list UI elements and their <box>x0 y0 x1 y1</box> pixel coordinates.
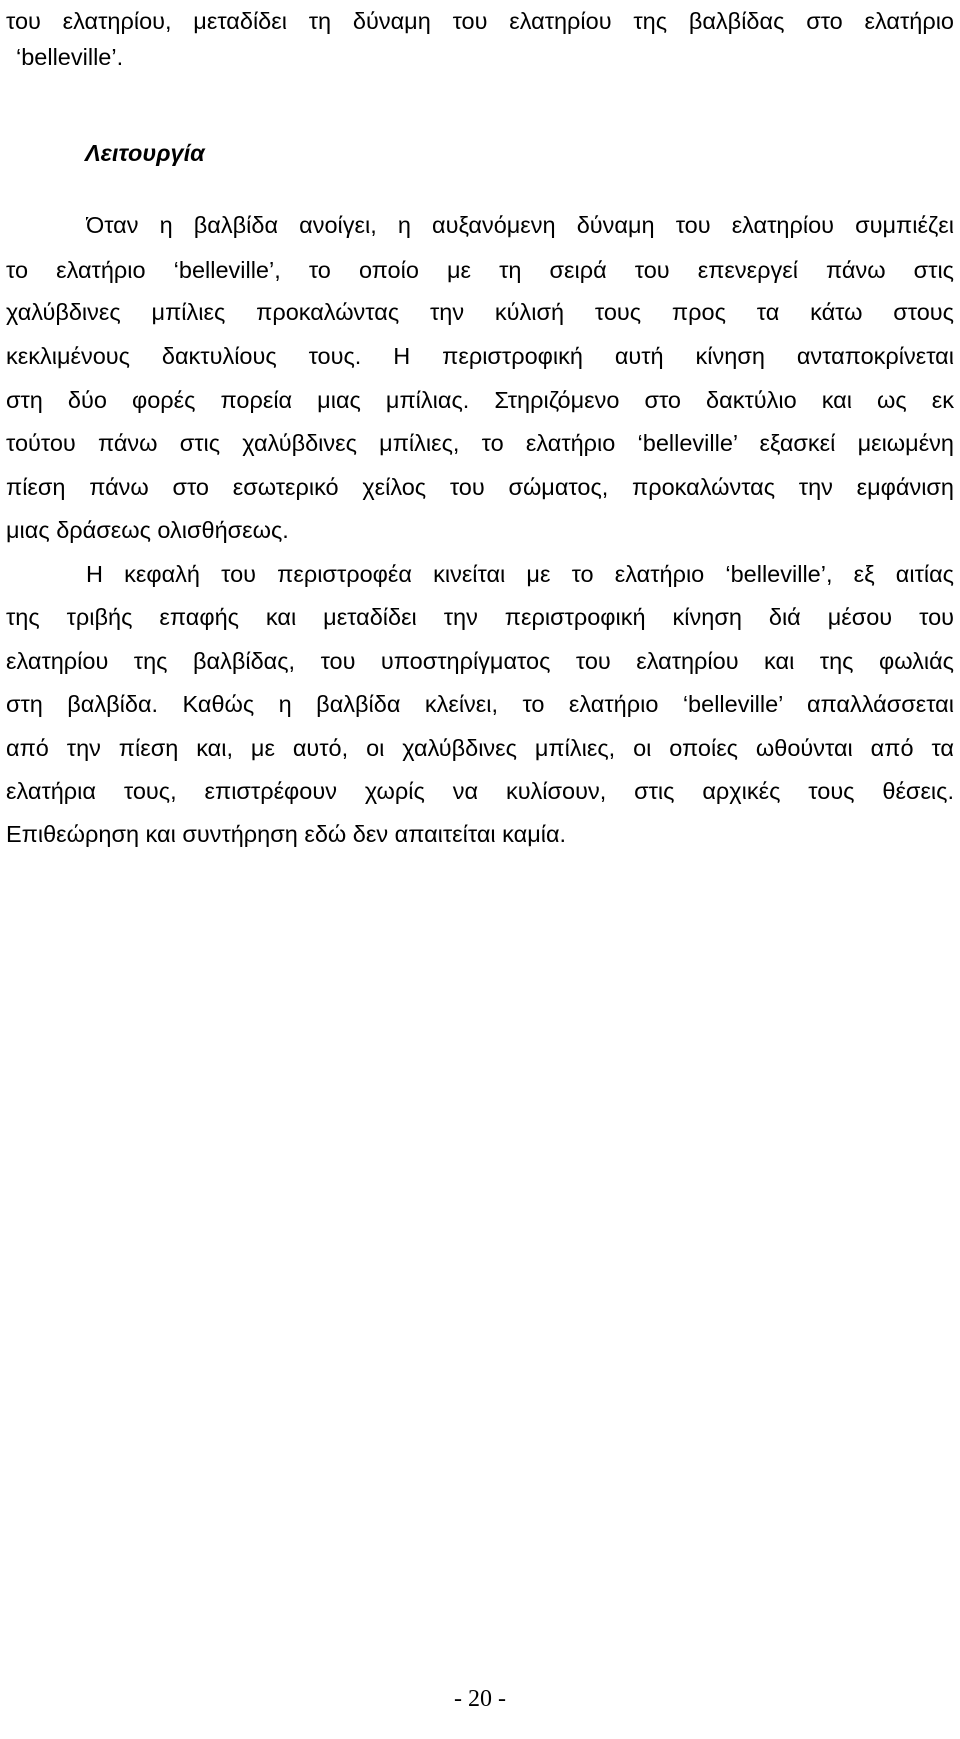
paragraph2-line-7: Επιθεώρηση και συντήρηση εδώ δεν απαιτείται καμία. <box>6 821 567 847</box>
paragraph2-line-1: Η κεφαλή του περιστροφέα κινείται με το ελατήριο ‘belleville’, εξ αιτίας <box>86 561 954 587</box>
paragraph1-line-8: μιας δράσεως ολισθήσεως. <box>6 517 289 543</box>
paragraph2-line-5: από την πίεση και, με αυτό, οι χαλύβδινες μπίλιες, οι οποίες ωθούνται από τα <box>6 735 954 761</box>
paragraph1-line-7: πίεση πάνω στο εσωτερικό χείλος του σώματος, προκαλώντας την εμφάνιση <box>6 474 954 500</box>
section-heading: Λειτουργία <box>85 140 205 166</box>
page-number: - 20 - <box>454 1686 506 1712</box>
paragraph2-line-4: στη βαλβίδα. Καθώς η βαλβίδα κλείνει, το ελατήριο ‘belleville’ απαλλάσσεται <box>6 691 954 717</box>
intro-line-2: ‘belleville’. <box>16 44 124 70</box>
paragraph1-line-3: χαλύβδινες μπίλιες προκαλώντας την κύλισή τους προς τα κάτω στους <box>6 299 954 325</box>
paragraph2-line-2: της τριβής επαφής και μεταδίδει την περιστροφική κίνηση διά μέσου του <box>6 604 954 630</box>
paragraph1-line-2: το ελατήριο ‘belleville’, το οποίο με τη σειρά του επενεργεί πάνω στις <box>6 257 954 283</box>
paragraph2-line-3: ελατηρίου της βαλβίδας, του υποστηρίγματος του ελατηρίου και της φωλιάς <box>6 648 954 674</box>
paragraph1-line-6: τούτου πάνω στις χαλύβδινες μπίλιες, το ελατήριο ‘belleville’ εξασκεί μειωμένη <box>6 430 954 456</box>
paragraph1-line-4: κεκλιμένους δακτυλίους τους. Η περιστροφική αυτή κίνηση ανταποκρίνεται <box>6 343 954 369</box>
paragraph2-line-6: ελατήρια τους, επιστρέφουν χωρίς να κυλίσουν, στις αρχικές τους θέσεις. <box>6 778 954 804</box>
paragraph1-line-5: στη δύο φορές πορεία μιας μπίλιας. Στηριζόμενο στο δακτύλιο και ως εκ <box>6 387 954 413</box>
intro-line-1: του ελατηρίου, μεταδίδει τη δύναμη του ελατηρίου της βαλβίδας στο ελατήριο <box>6 8 954 34</box>
paragraph1-line-1: Όταν η βαλβίδα ανοίγει, η αυξανόμενη δύναμη του ελατηρίου συμπιέζει <box>86 212 954 238</box>
